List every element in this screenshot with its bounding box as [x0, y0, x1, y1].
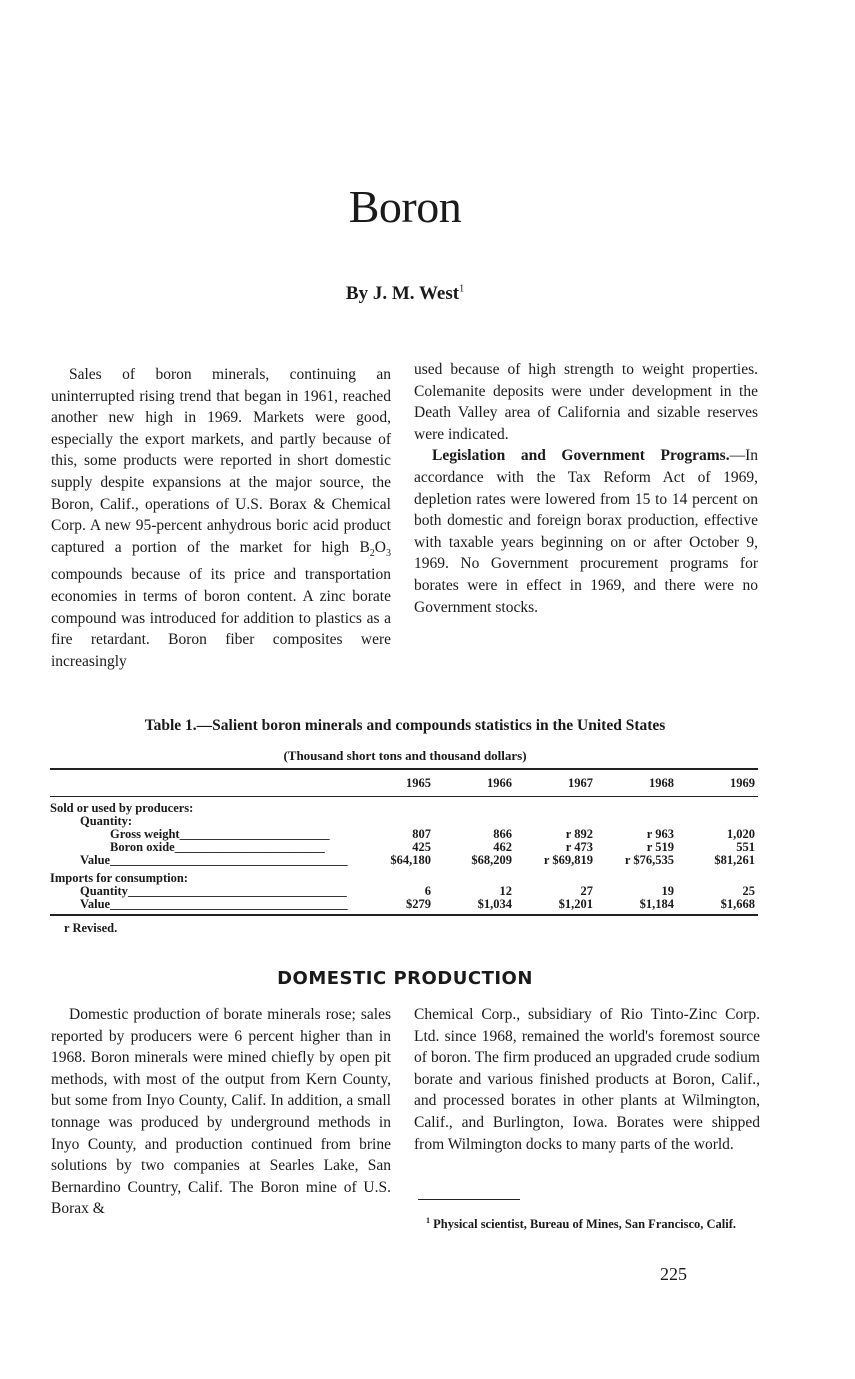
legislation-heading: Legislation and Government Programs.	[432, 447, 730, 465]
table-cell: 551	[736, 840, 755, 854]
byline-prefix: By	[345, 283, 369, 304]
table-cell: $1,034	[477, 897, 512, 911]
table-row	[50, 854, 758, 867]
table-cell: 6	[424, 884, 431, 898]
footnote-text: Physical scientist, Bureau of Mines, San Francisco, Calif.	[433, 1217, 737, 1232]
table-cell: $1,201	[558, 897, 593, 911]
table-cell: 807	[412, 827, 431, 841]
intro-paragraph-1	[51, 364, 391, 672]
author-footnote	[414, 1213, 760, 1232]
table-cell: r 473	[565, 840, 593, 854]
table-cell: 19	[661, 884, 674, 898]
row-label: Gross weight________________________	[110, 828, 330, 841]
table-cell: 425	[412, 840, 431, 854]
row-label: Value______________________________________	[80, 854, 348, 867]
table-footnote: r Revised.	[64, 921, 118, 935]
byline-author: J. M. West	[372, 283, 460, 304]
table-cell: 1,020	[726, 827, 755, 841]
header-1968: 1968	[649, 775, 674, 790]
row-label: Quantity___________________________________	[80, 885, 347, 898]
header-1965: 1965	[406, 775, 431, 790]
byline-footnote-mark: 1	[459, 283, 465, 295]
row-label: Boron oxide________________________	[110, 841, 325, 854]
footnote-divider	[418, 1199, 520, 1200]
table-row	[50, 802, 758, 815]
table-cell: $279	[406, 897, 431, 911]
intro-text-o: O	[374, 538, 386, 556]
table-cell: r $69,819	[543, 853, 593, 867]
table-cell: $1,668	[720, 897, 755, 911]
legislation-text: —In accordance with the Tax Reform Act of 1969, depletion rates were lowered from 15 to 14 percent on both domestic and foreign borax production, effective with taxable years beginning on or after October 9, 1969. No Government procurement programs for borates were in effect in 1969, and there were no Government stocks.	[414, 447, 758, 616]
table-title: Table 1.—Salient boron minerals and compounds statistics in the United States	[144, 717, 666, 734]
table-cell: r $76,535	[624, 853, 674, 867]
domestic-paragraph-continued: Chemical Corp., subsidiary of Rio Tinto-Zinc Corp. Ltd. since 1968, remained the world's foremost source of boron. The firm produced an upgraded crude sodium borate and various finished products at Boron, Calif., and processed borates in other plants at Wilmington, Calif., and Burlington, Iowa. Borates were shipped from Wilmington docks to many parts of the world.	[414, 1006, 760, 1153]
row-label: Imports for consumption:	[50, 872, 188, 885]
table-cell: r 519	[646, 840, 674, 854]
table-row	[50, 898, 758, 911]
intro-subscript-3: 3	[386, 547, 391, 559]
table-cell: $68,209	[471, 853, 512, 867]
row-label: Quantity:	[80, 815, 133, 828]
intro-text-b: compounds because of its price and transportation economies in terms of boron content. A zinc borate compound was introduced for addition to plastics as a fire retardant. Boron fiber composites were increasingly	[51, 566, 391, 670]
intro-left-column	[51, 364, 391, 672]
legislation-paragraph	[414, 445, 758, 618]
table-cell: $1,184	[639, 897, 674, 911]
table-cell: r 892	[565, 827, 593, 841]
table-cell: 12	[499, 884, 512, 898]
footnote-mark: 1	[426, 1216, 430, 1225]
intro-subscript-2: 2	[369, 547, 375, 559]
table-row	[50, 872, 758, 885]
header-1967: 1967	[568, 775, 593, 790]
domestic-paragraph: Domestic production of borate minerals rose; sales reported by producers were 6 percent higher than in 1968. Boron minerals were mined chiefly by open pit methods, with most of the output from Kern County, but some from Inyo County, Calif. In addition, a small tonnage was produced by underground methods in Inyo County, and production continued from brine solutions by two companies at Searles Lake, San Bernardino Country, Calif. The Boron mine of U.S. Borax &	[51, 1006, 391, 1218]
table-cell: $64,180	[390, 853, 431, 867]
intro-text-a: Sales of boron minerals, continuing an uninterrupted rising trend that began in 1961, reached another new high in 1969. Markets were good, especially the export markets, and partly because of this, some products were reported in short domestic supply despite expansions at the major source, the Boron, Calif., operations of U.S. Borax & Chemical Corp. A new 95-percent anhydrous boric acid product captured a portion of the market for high B	[51, 366, 391, 556]
domestic-left-column	[51, 1004, 391, 1220]
table-header-row	[50, 770, 758, 796]
statistics-table	[50, 768, 758, 916]
intro-right-column	[414, 359, 758, 618]
table-cell: 25	[742, 884, 755, 898]
row-label: Sold or used by producers:	[50, 802, 194, 815]
table-cell: 866	[493, 827, 512, 841]
page-number: 225	[660, 1264, 687, 1284]
header-1966: 1966	[487, 775, 512, 790]
table-cell: 27	[580, 884, 593, 898]
header-1969: 1969	[730, 775, 755, 790]
byline	[0, 283, 810, 305]
row-label: Value______________________________________	[80, 898, 348, 911]
intro-paragraph-continued: used because of high strength to weight properties. Colemanite deposits were under development in the Death Valley area of California and sizable reserves were indicated.	[414, 361, 758, 443]
table-cell: r 963	[646, 827, 674, 841]
section-heading: DOMESTIC PRODUCTION	[277, 968, 533, 989]
table-cell: $81,261	[714, 853, 755, 867]
page-title: Boron	[348, 181, 462, 232]
table-cell: 462	[493, 840, 512, 854]
table-subtitle: (Thousand short tons and thousand dollars)	[283, 748, 527, 763]
domestic-right-column	[414, 1004, 760, 1155]
